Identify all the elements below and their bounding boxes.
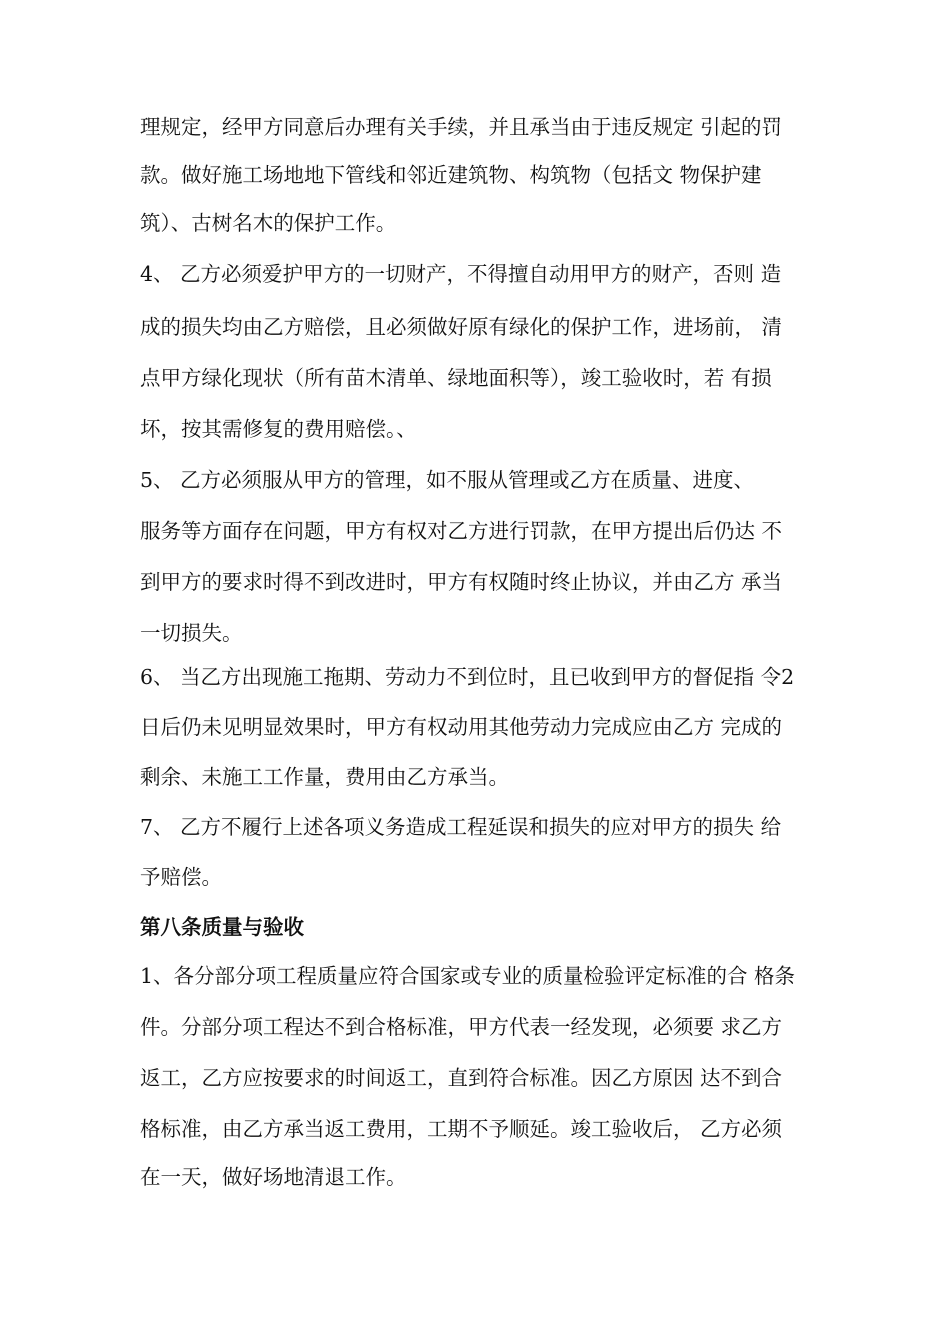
text-line: 款。做好施工场地地下管线和邻近建筑物、构筑物（包括文 物保护建 — [140, 163, 762, 187]
text-line: 剩余、未施工工作量，费用由乙方承当。 — [140, 765, 509, 789]
text-line: 6、 当乙方出现施工拖期、劳动力不到位时，且已收到甲方的督促指 令2 — [140, 665, 795, 689]
text-line: 予赔偿。 — [140, 865, 222, 889]
section-heading: 第八条质量与验收 — [140, 915, 304, 939]
text-line: 筑）、古树名木的保护工作。 — [140, 211, 397, 235]
text-line: 成的损失均由乙方赔偿，且必须做好原有绿化的保护工作，进场前， 清 — [140, 315, 783, 339]
text-line: 点甲方绿化现状（所有苗木清单、绿地面积等），竣工验收时，若 有损 — [140, 366, 772, 390]
text-line: 坏，按其需修复的费用赔偿。、 — [140, 417, 417, 441]
text-line: 在一天，做好场地清退工作。 — [140, 1165, 407, 1189]
text-line: 理规定，经甲方同意后办理有关手续，并且承当由于违反规定 引起的罚 — [140, 115, 783, 139]
text-line: 1、各分部分项工程质量应符合国家或专业的质量检验评定标准的合 格条 — [140, 964, 796, 988]
text-line: 返工，乙方应按要求的时间返工，直到符合标准。因乙方原因 达不到合 — [140, 1066, 783, 1090]
text-line: 服务等方面存在问题，甲方有权对乙方进行罚款，在甲方提出后仍达 不 — [140, 519, 783, 543]
text-line: 日后仍未见明显效果时，甲方有权动用其他劳动力完成应由乙方 完成的 — [140, 715, 783, 739]
text-line: 4、 乙方必须爱护甲方的一切财产，不得擅自动用甲方的财产，否则 造 — [140, 262, 782, 286]
text-line: 5、 乙方必须服从甲方的管理，如不服从管理或乙方在质量、进度、 — [140, 468, 755, 492]
text-line: 一切损失。 — [140, 621, 243, 645]
text-line: 7、 乙方不履行上述各项义务造成工程延误和损失的应对甲方的损失 给 — [140, 815, 782, 839]
text-line: 格标准，由乙方承当返工费用，工期不予顺延。竣工验收后， 乙方必须 — [140, 1117, 783, 1141]
text-line: 件。分部分项工程达不到合格标准，甲方代表一经发现，必须要 求乙方 — [140, 1015, 783, 1039]
text-line: 到甲方的要求时得不到改进时，甲方有权随时终止协议，并由乙方 承当 — [140, 570, 783, 594]
